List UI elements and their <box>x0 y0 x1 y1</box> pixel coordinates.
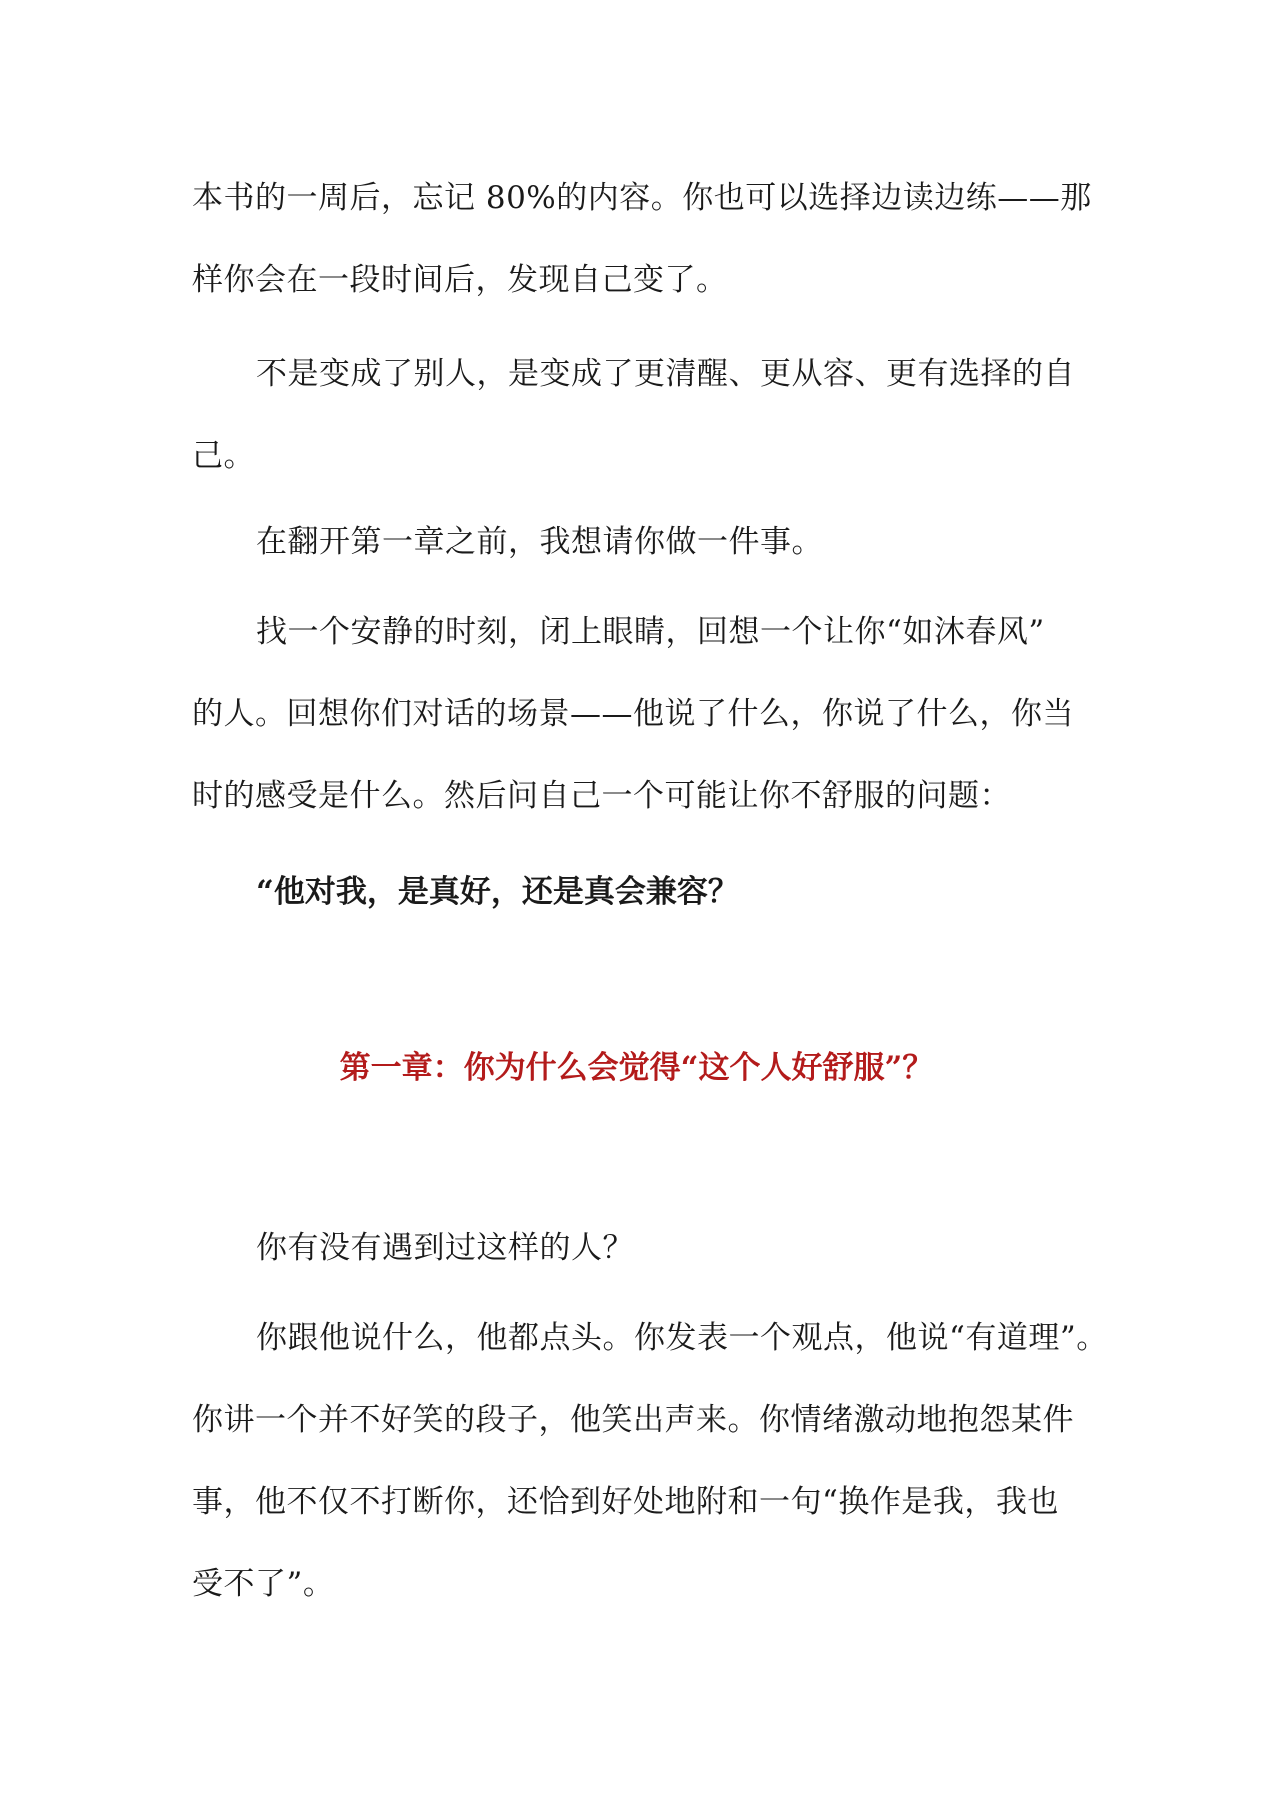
paragraph-line: 受不了”。 <box>192 1566 335 1602</box>
paragraph-line: 本书的一周后，忘记 80%的内容。你也可以选择边读边练——那 <box>192 180 1092 216</box>
paragraph-line: 己。 <box>192 438 255 474</box>
paragraph-line: 时的感受是什么。然后问自己一个可能让你不舒服的问题： <box>192 778 1011 814</box>
chapter-title: 第一章：你为什么会觉得“这个人好舒服”？ <box>339 1050 934 1086</box>
paragraph-line: 的人。回想你们对话的场景——他说了什么，你说了什么，你当 <box>192 696 1074 732</box>
paragraph-line: 找一个安静的时刻，闭上眼睛，回想一个让你“如沐春风” <box>256 614 1045 650</box>
paragraph-line: 你讲一个并不好笑的段子，他笑出声来。你情绪激动地抱怨某件 <box>192 1402 1074 1438</box>
paragraph-line: 不是变成了别人，是变成了更清醒、更从容、更有选择的自 <box>256 356 1075 392</box>
paragraph-line: 你有没有遇到过这样的人？ <box>256 1230 634 1266</box>
paragraph-line: 你跟他说什么，他都点头。你发表一个观点，他说“有道理”。 <box>256 1320 1108 1356</box>
paragraph-line: 样你会在一段时间后，发现自己变了。 <box>192 262 728 298</box>
paragraph-line: 事，他不仅不打断你，还恰到好处地附和一句“换作是我，我也 <box>192 1484 1059 1520</box>
paragraph-line: 在翻开第一章之前，我想请你做一件事。 <box>256 524 823 560</box>
bold-quote: “他对我，是真好，还是真会兼容？ <box>256 874 739 910</box>
